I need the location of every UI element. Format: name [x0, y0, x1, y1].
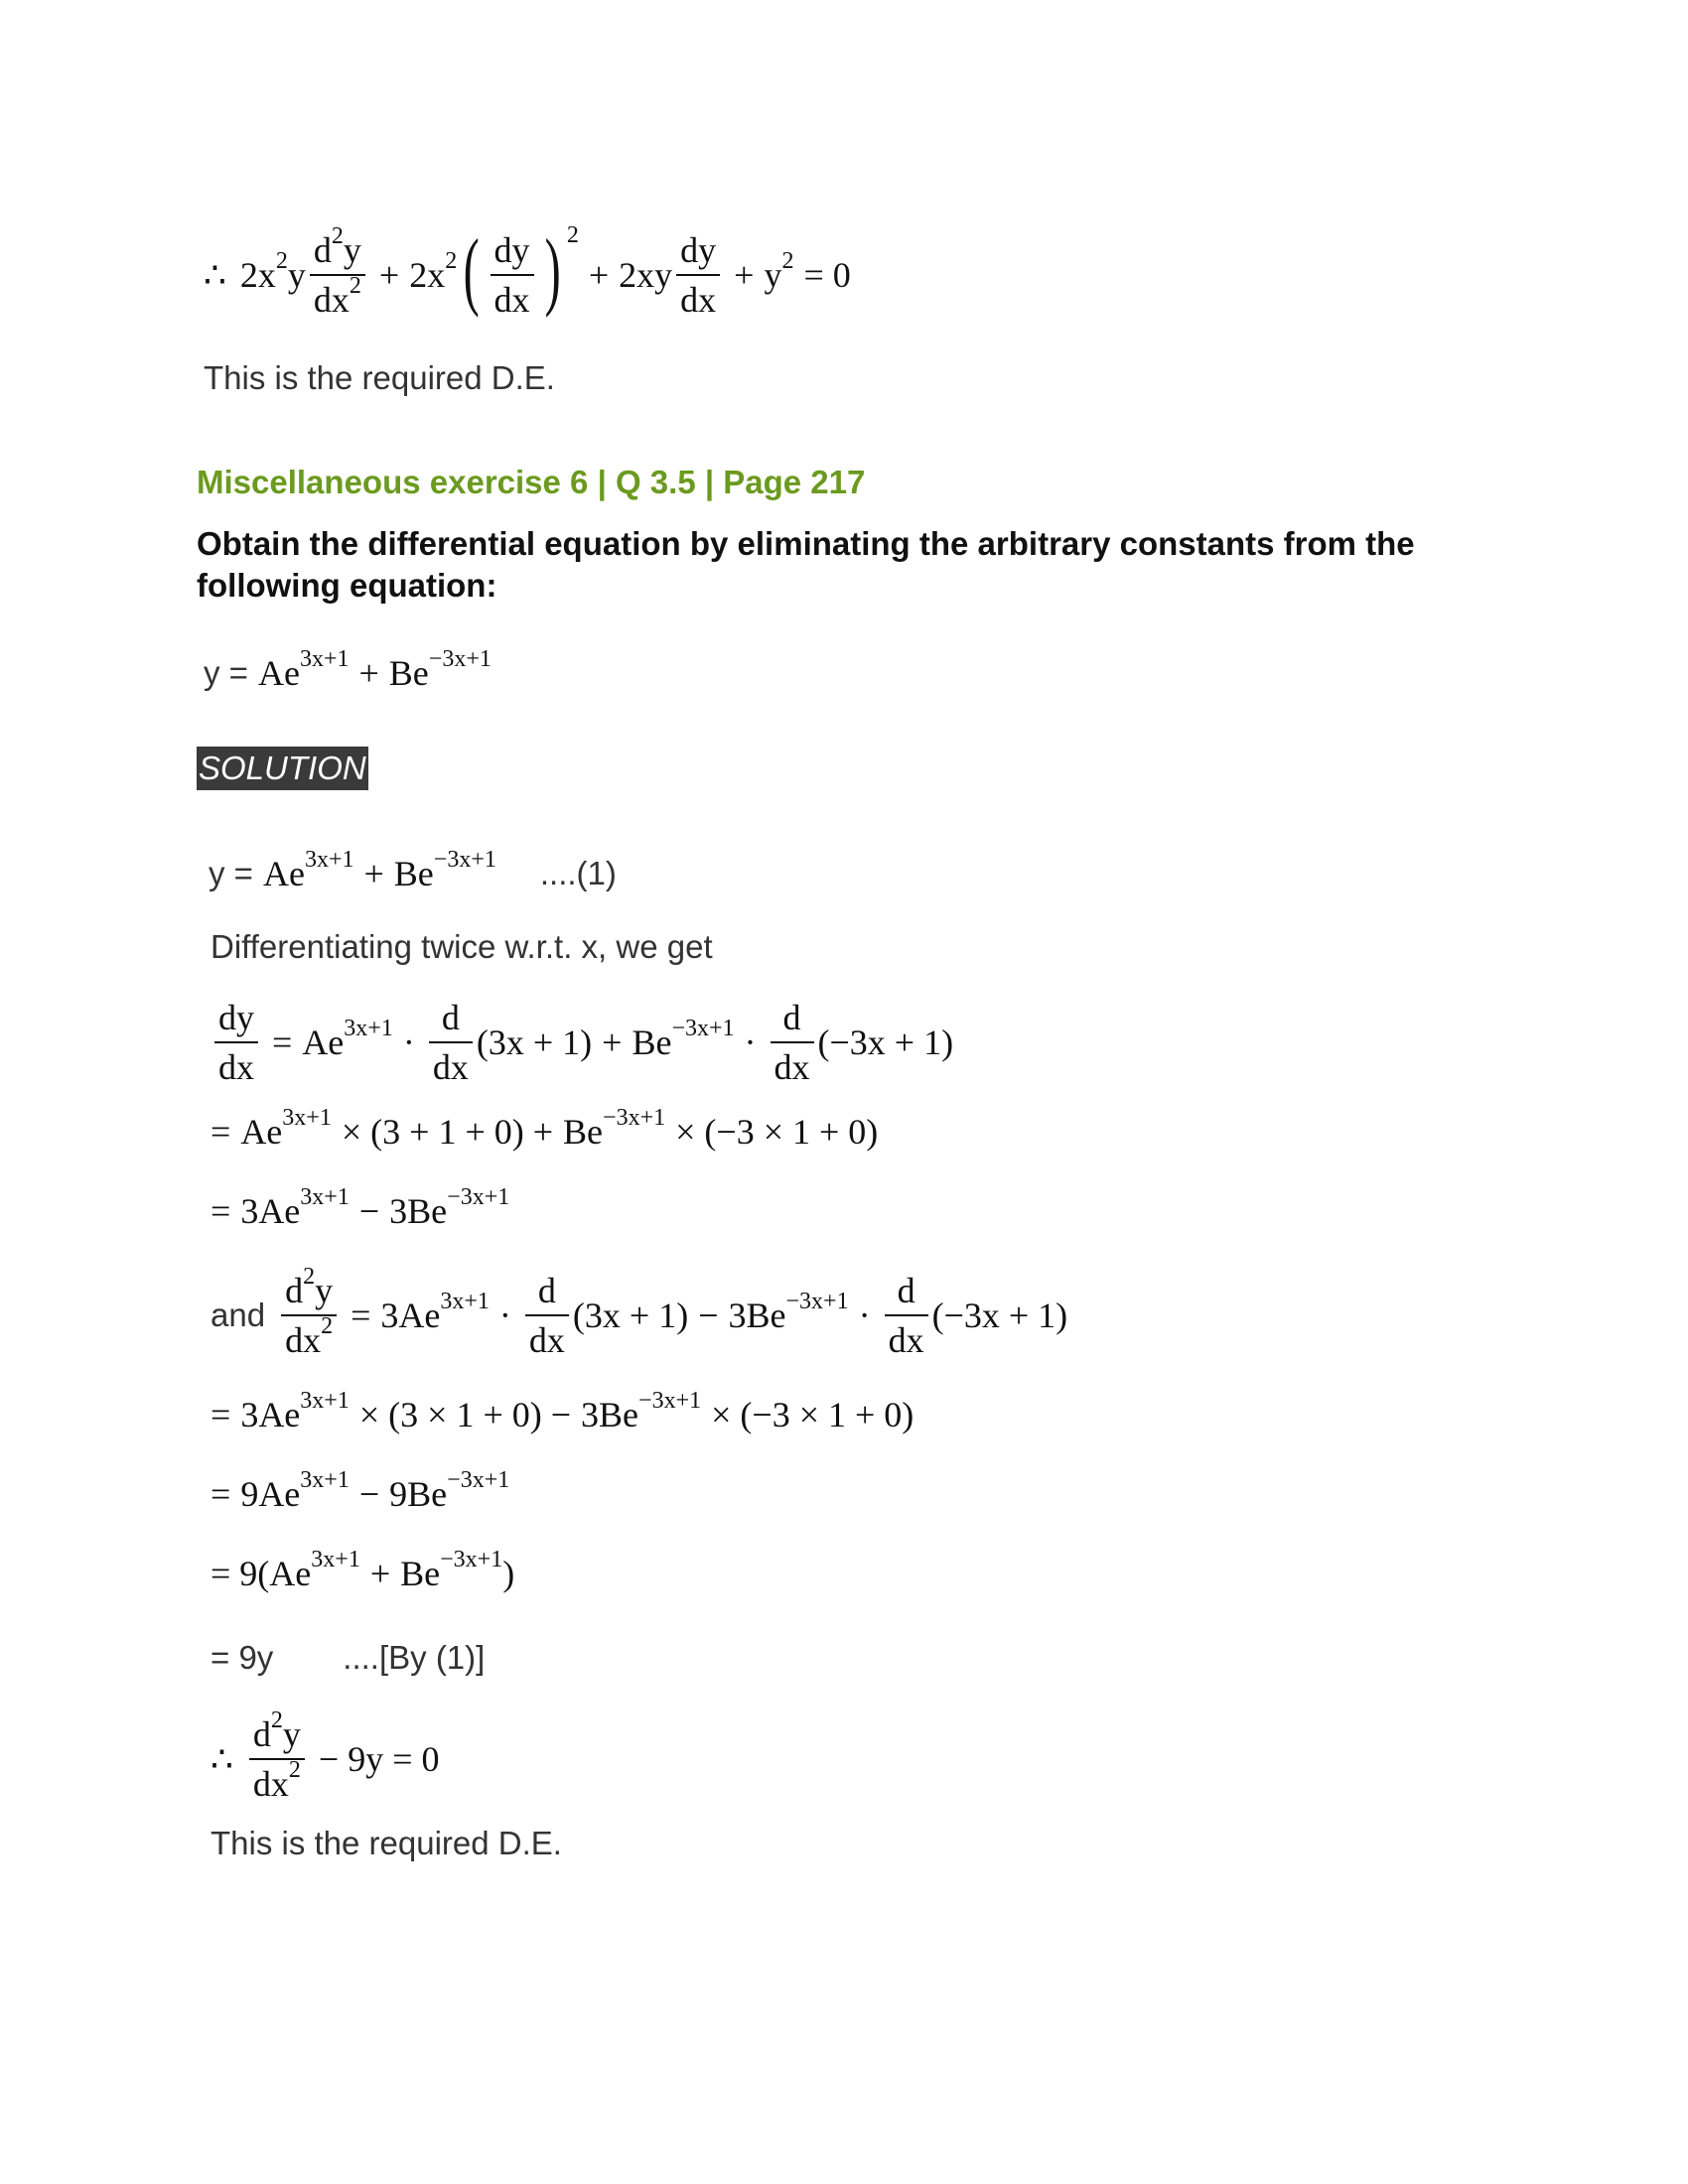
exercise-heading: Miscellaneous exercise 6 | Q 3.5 | Page 217 — [197, 464, 866, 500]
solution-line-8: = 9y ....[By (1)] — [211, 1639, 486, 1676]
therefore-symbol: ∴ — [204, 255, 226, 295]
plus-sign: + — [734, 255, 755, 295]
equation-tag: ....[By (1)] — [343, 1639, 486, 1676]
first-derivative-fraction: $\frac{dy}{dx}$ — [491, 229, 534, 321]
solution-line-6: = $9Ae^{3x+1}$ − $9Be^{-3x+1}$ — [211, 1467, 510, 1514]
term-coefficient: $2x^2$ — [409, 248, 458, 295]
y-squared: $y^2$ — [764, 248, 794, 295]
top-equation — [204, 210, 851, 340]
differentiation-text: Differentiating twice w.r.t. x, we get — [211, 928, 713, 965]
term-coefficient: $2x^2y$ — [239, 248, 306, 295]
right-paren: ) — [544, 222, 561, 319]
term-coefficient: 2xy — [619, 255, 673, 295]
plus-sign: + — [378, 255, 400, 295]
top-conclusion: This is the required D.E. — [204, 359, 555, 396]
first-derivative-fraction: $\frac{dy}{dx}$ — [676, 229, 720, 321]
equation-tag: ....(1) — [539, 855, 617, 891]
solution-line-7: = 9( $Ae^{3x+1}$ + $Be^{-3x+1}$ ) — [211, 1547, 515, 1593]
solution-line-2: = $Ae^{3x+1}$ × (3 + 1 + 0) + $Be^{-3x+1}$ × (−3 × 1 + 0) — [211, 1105, 879, 1152]
solution-line-3: = $3Ae^{3x+1}$ − $3Be^{-3x+1}$ — [211, 1184, 510, 1231]
final-equation: ∴ $\frac{d^2y}{dx^2}$ − 9y = 0 — [211, 1707, 440, 1804]
second-derivative-fraction: $\frac{d^2y}{dx^2}$ — [310, 229, 365, 321]
second-derivative-line: and $\frac{d^2y}{dx^2}$ = $3Ae^{3x+1}$ · $\frac{d}{dx}$ (3x + 1) − $3Be^{-3x+1}$ · $\frac{d}{dx}$ (−3x + 1) — [211, 1264, 1068, 1360]
question-text: Obtain the differential equation by eliminating the arbitrary constants from the following equation: — [197, 525, 1415, 604]
solution-line-5: = $3Ae^{3x+1}$ × (3 × 1 + 0) − $3Be^{-3x+1}$ × (−3 × 1 + 0) — [211, 1388, 914, 1434]
first-derivative-line: $\frac{dy}{dx}$ = $Ae^{3x+1}$ · $\frac{d}{dx}$ (3x + 1) + $Be^{-3x+1}$ · $\frac{d}{dx}$ (−3x + 1) — [211, 988, 953, 1097]
plus-sign: + — [588, 255, 610, 295]
solution-badge: SOLUTION — [197, 747, 368, 790]
outer-exponent: 2 — [566, 221, 579, 248]
equation-rhs: = 0 — [803, 255, 851, 295]
given-equation: y = $Ae^{3x+1}$ + $Be^{-3x+1}$ — [204, 646, 492, 693]
left-paren: ( — [463, 222, 480, 319]
solution-conclusion: This is the required D.E. — [211, 1825, 562, 1861]
solution-equation-1: y = $Ae^{3x+1}$ + $Be^{-3x+1}$ ....(1) — [209, 847, 617, 893]
